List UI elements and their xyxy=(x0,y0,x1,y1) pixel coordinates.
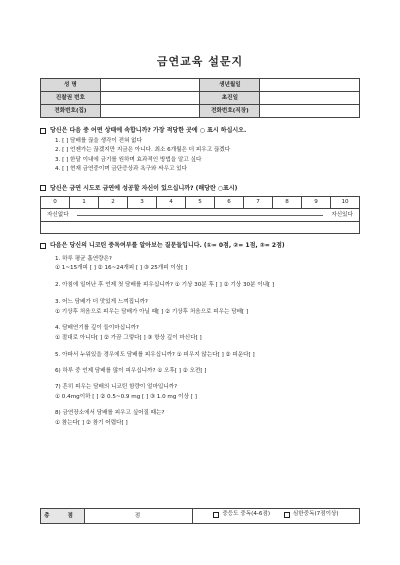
question-item xyxy=(40,384,360,401)
question-text: 8) 금연장소에서 담배를 피우고 싶어질 때는? xyxy=(55,410,165,417)
severe-option[interactable] xyxy=(284,511,339,518)
total-label: 총 점 xyxy=(41,509,85,524)
stage-options xyxy=(40,138,360,176)
scale-cell[interactable]: 5 xyxy=(186,197,215,209)
checkbox-icon xyxy=(40,243,46,249)
nicotine-questions xyxy=(40,256,360,428)
home-phone-label: 전화번호(집) xyxy=(41,105,101,118)
scale-cell[interactable]: 4 xyxy=(157,197,186,209)
scale-line xyxy=(77,215,324,216)
section-stage-heading xyxy=(40,127,360,135)
scale-cell[interactable]: 7 xyxy=(244,197,273,209)
scale-answer-row[interactable] xyxy=(40,222,360,234)
stage-option[interactable]: 3. [ ] 한달 이내에 금기를 원하며 효과적인 방법을 알고 싶다 xyxy=(55,156,202,163)
question-options[interactable]: ① 0.4mg이하 [ ] ② 0.5~0.9 mg [ ] ③ 1.0 mg 이상 [ ] xyxy=(55,394,197,401)
name-label: 성 명 xyxy=(41,79,101,92)
question-options[interactable]: ① 기상후 처음으로 피우는 담배가 아닐 때[ ] ② 기상후 처음으로 피우는 담배[ ] xyxy=(55,309,249,316)
work-phone-label: 전화번호(직장) xyxy=(200,105,260,118)
question-text: 3. 어느 담배가 더 맛있게 느껴집니까? xyxy=(55,299,148,306)
birth-label: 생년월일 xyxy=(200,79,260,92)
scale-labels xyxy=(40,209,360,222)
section-stage-heading-text: 당신은 다음 중 어떤 상태에 속합니까? 가장 적당한 곳에 ○ 표시 하십시오. xyxy=(50,127,247,134)
scale-high-label: 자신있다 xyxy=(331,211,353,218)
scale-cell[interactable]: 10 xyxy=(331,197,360,209)
stage-option[interactable]: 1. [ ] 담배를 끊을 생각이 전혀 없다 xyxy=(55,137,142,144)
question-item xyxy=(40,325,360,342)
section-stage xyxy=(40,127,360,176)
scale-cell[interactable]: 9 xyxy=(302,197,331,209)
section-confidence xyxy=(40,185,360,235)
info-table xyxy=(40,78,360,118)
section-nicotine-heading xyxy=(40,242,360,250)
chart-no-label: 진찰권 번호 xyxy=(41,92,101,105)
name-field[interactable] xyxy=(100,79,200,92)
section-confidence-heading xyxy=(40,185,360,193)
section-nicotine-heading-text: 다음은 당신의 니코틴 중독여부를 알아보는 질문들입니다. (①= 0점, ②= 1점, ③= 2점) xyxy=(50,242,285,249)
question-item xyxy=(40,352,360,359)
checkbox-icon[interactable] xyxy=(213,512,219,518)
moderate-option[interactable] xyxy=(213,511,270,518)
question-options[interactable]: ① 1~15개피 [ ] ② 16~24개피 [ ] ③ 25개피 이상[ ] xyxy=(55,265,188,272)
question-text: 5. 아파서 누워있을 경우에도 담배를 피우십니까? ① 피우지 않는다[ ] ② 피운다[ ] xyxy=(55,352,255,359)
question-text: 4. 담배연기를 깊이 들이마십니까? xyxy=(55,325,139,332)
stage-option[interactable]: 2. [ ] 언젠가는 끊겠지만 지금은 아니다. 최소 6개월은 더 피우고 끊겠다 xyxy=(55,147,231,153)
scale-cell[interactable]: 8 xyxy=(273,197,302,209)
question-text: 7) 흔히 피우는 담배의 니코틴 함량이 얼마입니까? xyxy=(55,384,178,391)
scale-cell[interactable]: 0 xyxy=(41,197,70,209)
confidence-scale xyxy=(40,196,360,209)
checkbox-icon xyxy=(40,185,46,191)
question-text: 6) 하루 중 언제 담배를 많이 피우십니까? ① 오후[ ] ② 오전[ ] xyxy=(55,368,207,375)
home-phone-field[interactable] xyxy=(100,105,200,118)
score-unit: 점 xyxy=(134,512,143,519)
question-item xyxy=(40,256,360,273)
chart-no-field[interactable] xyxy=(100,92,200,105)
question-item xyxy=(40,299,360,316)
section-nicotine xyxy=(40,242,360,427)
stage-option[interactable]: 4. [ ] 현재 금연중이며 금단증상과 욕구와 싸우고 있다 xyxy=(55,166,187,172)
question-options[interactable]: ① 절대로 아니다[ ] ② 가끔 그렇다[ ] ③ 항상 깊이 마신다[ ] xyxy=(55,335,202,342)
first-visit-label: 초진일 xyxy=(200,92,260,105)
moderate-label: 중등도 중독(4-6점) xyxy=(222,511,271,518)
first-visit-field[interactable] xyxy=(260,92,360,105)
question-text: 2. 아침에 일어난 후 언제 첫 담배를 피우십니까? ① 기상 30분 후 [ ] ② 기상 30분 이내[ ] xyxy=(55,282,275,289)
severe-label: 심한중독(7점이상) xyxy=(292,511,339,518)
question-item xyxy=(40,410,360,427)
question-text: 1. 하루 평균 흡연량은? xyxy=(55,255,112,262)
question-item xyxy=(40,282,360,289)
total-score-field[interactable] xyxy=(85,509,193,524)
scale-low-label: 자신없다 xyxy=(47,211,69,218)
scale-cell[interactable]: 1 xyxy=(70,197,99,209)
checkbox-icon[interactable] xyxy=(284,512,290,518)
scale-row xyxy=(41,197,360,209)
question-item xyxy=(40,368,360,375)
work-phone-field[interactable] xyxy=(260,105,360,118)
scale-cell[interactable]: 3 xyxy=(128,197,157,209)
scale-cell[interactable]: 6 xyxy=(215,197,244,209)
section-confidence-heading-text: 당신은 금연 시도로 금연에 성공할 자신이 있으십니까? (해당란 ○표시) xyxy=(50,184,238,192)
checkbox-icon xyxy=(40,128,46,134)
birth-field[interactable] xyxy=(260,79,360,92)
page-title: 금연교육 설문지 xyxy=(156,55,244,68)
scale-cell[interactable]: 2 xyxy=(99,197,128,209)
question-options[interactable]: ① 참는다[ ] ② 참기 어렵다[ ] xyxy=(55,420,128,427)
total-table xyxy=(40,508,360,524)
result-options xyxy=(193,509,360,524)
